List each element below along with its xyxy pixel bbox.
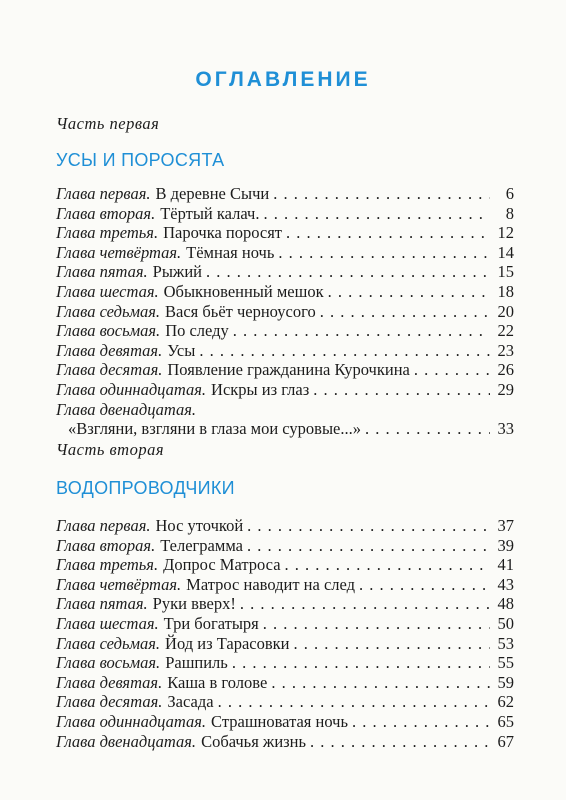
dot-leader [359, 575, 490, 595]
toc-entry [56, 380, 514, 400]
toc-entry [56, 575, 514, 595]
page-number: 15 [497, 262, 514, 282]
part-one-heading: УСЫ И ПОРОСЯТА [56, 150, 225, 170]
chapter-title: Засада [167, 692, 214, 712]
part-two-chapter-list [56, 516, 514, 751]
chapter-title: Искры из глаз [211, 379, 310, 399]
toc-entry [56, 262, 514, 282]
chapter-number: Глава первая. [56, 516, 151, 535]
page-number: 23 [497, 340, 514, 360]
toc-entry [56, 555, 514, 575]
chapter-number: Глава десятая. [56, 692, 163, 712]
toc-entry [56, 282, 514, 302]
page-number: 22 [497, 321, 514, 341]
chapter-number: Глава первая. [56, 184, 151, 203]
chapter-number: Глава девятая. [56, 340, 163, 360]
chapter-title: Телеграмма [160, 535, 243, 555]
chapter-number: Глава шестая. [56, 613, 159, 633]
part-one-label: Часть первая [56, 114, 160, 133]
chapter-number: Глава девятая. [56, 672, 163, 692]
toc-entry [56, 732, 514, 752]
dot-leader [199, 341, 490, 361]
dot-leader [285, 555, 490, 575]
dot-leader [352, 712, 490, 732]
toc-entry [56, 400, 514, 420]
toc-entry [56, 243, 514, 263]
chapter-title: Обыкновенный мешок [163, 281, 324, 301]
toc-entry [56, 302, 514, 322]
chapter-title: Матрос наводит на след [186, 574, 355, 594]
chapter-title: Парочка поросят [163, 223, 283, 243]
chapter-title: Появление гражданина Курочкина [167, 360, 410, 380]
chapter-number: Глава третья. [56, 555, 159, 575]
toc-entry [56, 419, 514, 439]
chapter-number: Глава четвёртая. [56, 242, 182, 262]
dot-leader [313, 380, 490, 400]
toc-entry [56, 653, 514, 673]
page-number: 26 [497, 360, 514, 380]
dot-leader [328, 282, 490, 302]
chapter-title: Три богатыря [163, 613, 259, 633]
chapter-number: Глава седьмая. [56, 301, 161, 321]
dot-leader [286, 223, 490, 243]
toc-entry [56, 614, 514, 634]
page-number: 6 [505, 184, 514, 203]
dot-leader [206, 262, 490, 282]
page-number: 37 [497, 516, 514, 535]
chapter-title: Руки вверх! [152, 594, 236, 614]
toc-entry [56, 360, 514, 380]
part-one-chapter-list [56, 184, 514, 439]
chapter-title: Собачья жизнь [201, 731, 307, 751]
dot-leader [310, 732, 490, 752]
chapter-title: Каша в голове [167, 672, 268, 692]
page-number: 55 [497, 653, 514, 673]
chapter-title: Тёртый калач. [160, 203, 260, 223]
dot-leader [414, 360, 490, 380]
page-number: 8 [505, 203, 514, 223]
toc-entry [56, 516, 514, 536]
page-number: 39 [497, 535, 514, 555]
page-title: ОГЛАВЛЕНИЕ [195, 68, 371, 91]
dot-leader [320, 302, 490, 322]
toc-entry [56, 536, 514, 556]
chapter-title: Усы [167, 340, 196, 360]
toc-entry [56, 712, 514, 732]
toc-entry [56, 204, 514, 224]
page-number: 53 [497, 633, 514, 653]
page-number: 48 [497, 594, 514, 614]
page-number: 14 [497, 242, 514, 262]
chapter-number: Глава пятая. [56, 594, 148, 614]
page-number: 59 [497, 672, 514, 692]
dot-leader [294, 634, 491, 654]
page-number: 43 [497, 574, 514, 594]
toc-entry [56, 692, 514, 712]
chapter-number: Глава седьмая. [56, 633, 161, 653]
chapter-title: Тёмная ночь [186, 242, 275, 262]
chapter-number: Глава восьмая. [56, 321, 161, 341]
chapter-title: Рашпиль [165, 653, 228, 673]
chapter-number: Глава вторая. [56, 535, 156, 555]
page-number: 18 [497, 281, 514, 301]
part-two-heading: ВОДОПРОВОДЧИКИ [56, 478, 235, 498]
dot-leader [247, 536, 490, 556]
toc-entry [56, 594, 514, 614]
chapter-title: Нос уточкой [155, 516, 244, 535]
dot-leader [271, 673, 490, 693]
chapter-number: Глава шестая. [56, 281, 159, 301]
page-number: 29 [497, 379, 514, 399]
chapter-title: Йод из Тарасовки [165, 633, 290, 653]
dot-leader [365, 419, 490, 439]
toc-entry [56, 321, 514, 341]
page-number: 41 [497, 555, 514, 575]
toc-entry [56, 341, 514, 361]
dot-leader [263, 204, 490, 224]
toc-entry [56, 634, 514, 654]
page-number: 33 [497, 419, 514, 439]
chapter-number: Глава вторая. [56, 203, 156, 223]
chapter-title: «Взгляни, взгляни в глаза мои суровые...» [68, 419, 361, 439]
chapter-number: Глава восьмая. [56, 653, 161, 673]
page-number: 65 [497, 711, 514, 731]
dot-leader [233, 321, 490, 341]
chapter-title: Страшноватая ночь [211, 711, 349, 731]
page-number: 62 [497, 692, 514, 712]
dot-leader [263, 614, 490, 634]
chapter-number: Глава двенадцатая. [56, 399, 197, 419]
dot-leader [278, 243, 490, 263]
page-number: 67 [497, 731, 514, 751]
dot-leader [240, 594, 490, 614]
chapter-title: Допрос Матроса [163, 555, 281, 575]
dot-leader [247, 516, 490, 536]
dot-leader [273, 184, 490, 204]
toc-entry [56, 673, 514, 693]
part-two-label: Часть вторая [56, 440, 164, 459]
chapter-number: Глава четвёртая. [56, 574, 182, 594]
page-number: 50 [497, 613, 514, 633]
page-number: 12 [497, 223, 514, 243]
chapter-number: Глава третья. [56, 223, 159, 243]
chapter-title: По следу [165, 321, 229, 341]
toc-entry [56, 184, 514, 204]
page-number: 20 [497, 301, 514, 321]
chapter-title: В деревне Сычи [155, 184, 270, 203]
toc-entry [56, 223, 514, 243]
chapter-number: Глава одиннадцатая. [56, 379, 207, 399]
chapter-number: Глава двенадцатая. [56, 731, 197, 751]
chapter-title: Вася бьёт черноусого [165, 301, 316, 321]
chapter-title: Рыжий [152, 262, 202, 282]
dot-leader [218, 692, 490, 712]
chapter-number: Глава пятая. [56, 262, 148, 282]
chapter-number: Глава одиннадцатая. [56, 711, 207, 731]
dot-leader [232, 653, 490, 673]
chapter-number: Глава десятая. [56, 360, 163, 380]
